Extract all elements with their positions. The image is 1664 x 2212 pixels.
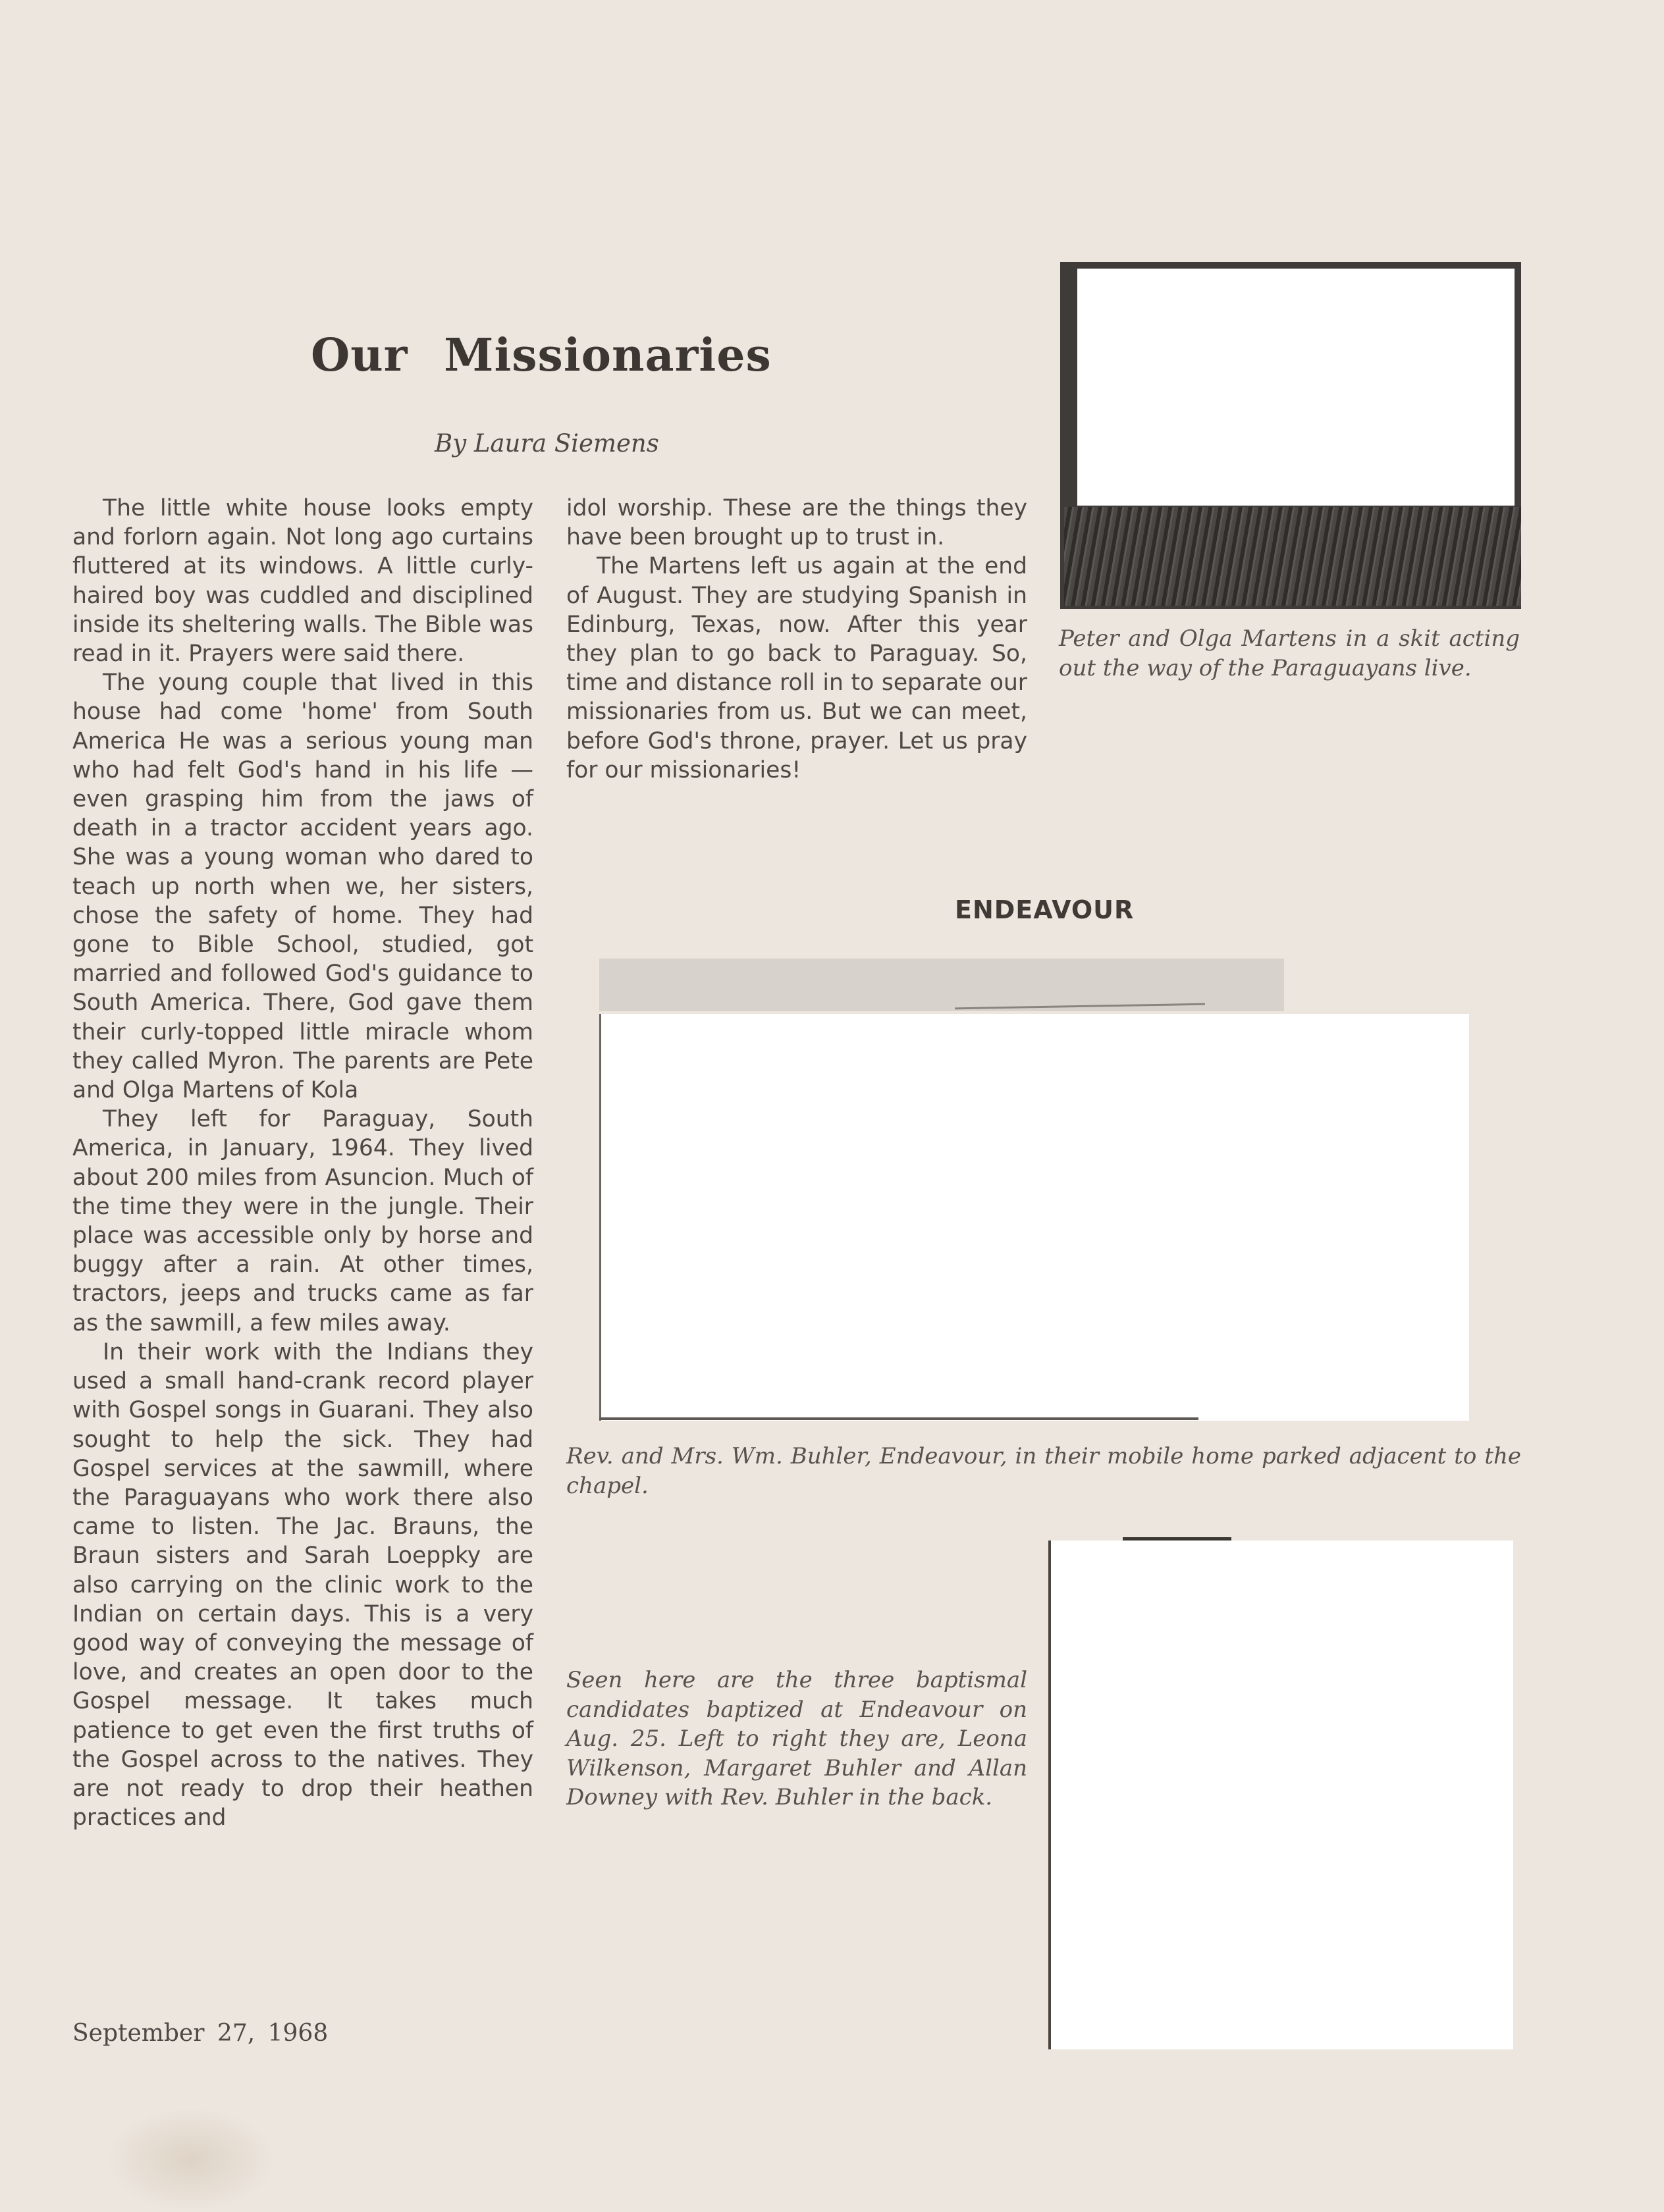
paragraph: In their work with the Indians they used a small hand-crank record player with Gospel songs in Guarani. They also sought to help the sick. They had Gospel services at the sawmill, where the Paraguayans who work there also came to listen. The Jac. Brauns, the Braun sisters and Sarah Loeppky are also carrying on the clinic work to the Indian on certain days. This is a very good way of conveying the message of love, and creates an open door to the Gospel message. It takes much patience to get even the first truths of the Gospel across to the natives. They are not ready to drop their heathen practices and bbox=[72, 1338, 533, 1831]
paragraph: The Martens left us again at the end of August. They are studying Spanish in Edinburg, Texas, now. After this year they plan to go back to Paraguay. So, time and distance roll in to separate our missionaries from us. But we can meet, before God's throne, prayer. Let us pray for our missionaries! bbox=[566, 553, 1027, 783]
baptism-photo-caption: Seen here are the three baptismal candidates baptized at Endeavour on Aug. 25. Left to right they are, Leona Wilkenson, Margaret Buhler and Allan Downey with Rev. Buhler in the back. bbox=[566, 1667, 1027, 1810]
buhler-photo-caption: Rev. and Mrs. Wm. Buhler, Endeavour, in their mobile home parked adjacent to the chapel. bbox=[566, 1443, 1521, 1499]
buhler-photo-edge bbox=[599, 1417, 1198, 1420]
martens-photo-caption: Peter and Olga Martens in a skit acting out the way of the Paraguayans live. bbox=[1059, 625, 1520, 681]
paragraph: The young couple that lived in this house had come 'home' from South America He was a serious young man who had felt God's hand in his life — even grasping him from the jaws of death in a tractor accident years ago. She was a young woman who dared to teach up north when we, her sisters, chose the safety of home. They had gone to Bible School, studied, got married and followed God's guidance to South America. There, God gave them their curly-topped little miracle whom they called Myron. The parents are Pete and Olga Martens of Kola bbox=[72, 670, 533, 1104]
buhler-photo-redacted bbox=[599, 1014, 1469, 1421]
paper-stain bbox=[105, 2107, 277, 2212]
issue-date: September 27, 1968 bbox=[72, 2020, 329, 2047]
article-column-1 bbox=[72, 494, 533, 1832]
martens-photo-redacted bbox=[1077, 269, 1515, 506]
section-heading-endeavour: ENDEAVOUR bbox=[955, 895, 1135, 924]
article-title: Our Missionaries bbox=[311, 329, 772, 382]
byline: By Laura Siemens bbox=[435, 429, 659, 458]
paragraph: They left for Paraguay, South America, in January, 1964. They lived about 200 miles from Asuncion. Much of the time they were in the jungle. Their place was accessible only by horse and buggy after a rain. At other times, tractors, jeeps and trucks came as far as the sawmill, a few miles away. bbox=[72, 1106, 533, 1336]
baptism-photo-redacted bbox=[1048, 1540, 1513, 2049]
martens-photo-ground bbox=[1064, 507, 1521, 606]
paragraph: idol worship. These are the things they have been brought up to trust in. bbox=[566, 495, 1027, 551]
article-column-2 bbox=[566, 494, 1027, 785]
paragraph: The little white house looks empty and forlorn again. Not long ago curtains fluttered at its windows. A little curly-haired boy was cuddled and disciplined inside its sheltering walls. The Bible was read in it. Prayers were said there. bbox=[72, 495, 533, 668]
